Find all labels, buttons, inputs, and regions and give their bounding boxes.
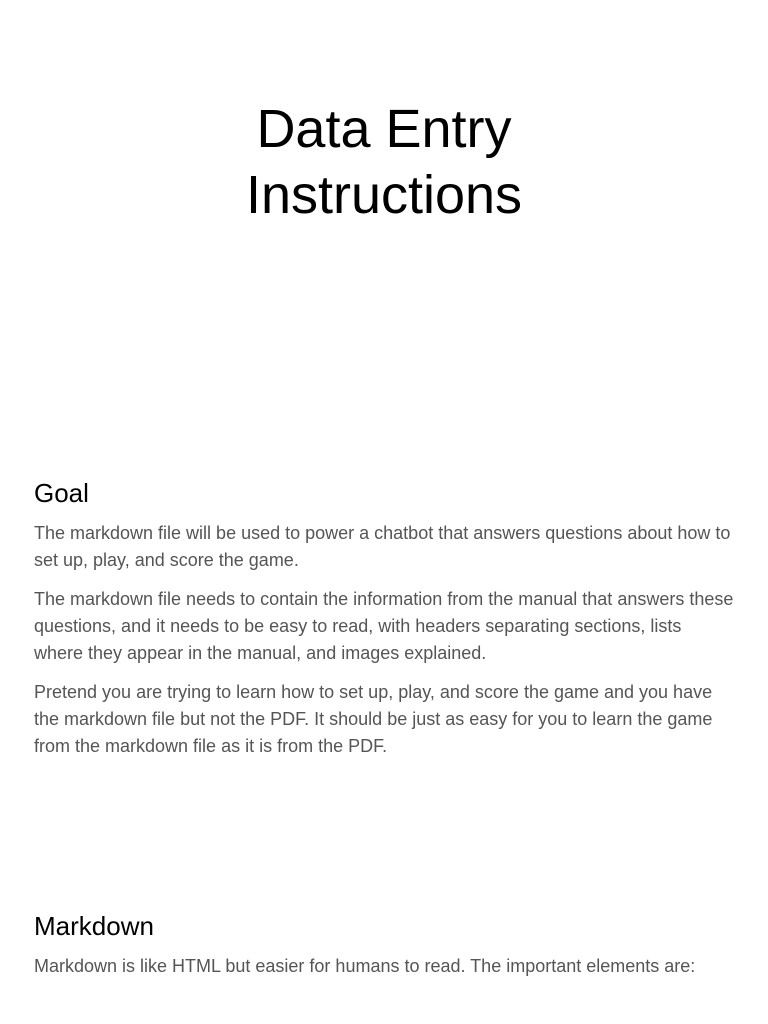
goal-section: [34, 477, 734, 772]
markdown-section: [34, 910, 734, 980]
page-title-line-2: Instructions: [245, 165, 523, 225]
goal-heading: Goal: [34, 478, 89, 508]
goal-paragraph-2: The markdown file needs to contain the information from the manual that answers these questions, and it needs to be easy to read, with headers separating sections, lists where they appear in the manual, and images explained.: [34, 589, 734, 663]
goal-paragraph-3: Pretend you are trying to learn how to set up, play, and score the game and you have the markdown file but not the PDF. It should be just as easy for you to learn the game from the markdown file as it is from the PDF.: [34, 682, 713, 756]
page-title: [0, 96, 768, 228]
markdown-paragraph-1: Markdown is like HTML but easier for humans to read. The important elements are:: [34, 956, 696, 976]
goal-paragraph-1: The markdown file will be used to power a chatbot that answers questions about how to set up, play, and score the game.: [34, 523, 731, 570]
markdown-heading: Markdown: [34, 911, 154, 941]
page-title-line-1: Data Entry: [256, 99, 512, 159]
